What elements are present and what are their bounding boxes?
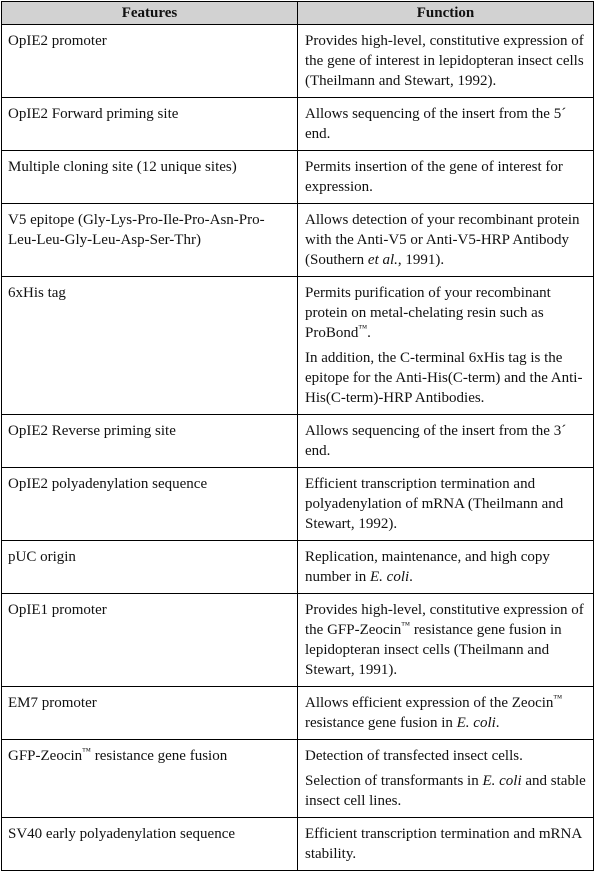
function-text: Allows sequencing of the insert from the 5´ end. [305,106,567,142]
function-text: Allows sequencing of the insert from the 3´ end. [305,423,567,459]
table-row [2,541,594,594]
header-features: Features [2,2,298,25]
function-text: Efficient transcription termination and mRNA stability. [305,826,582,862]
function-cell [298,468,594,541]
table-row [2,594,594,687]
function-text: Permits purification of your recombinant protein on metal-chelating resin such as ProBond™. [305,285,551,341]
function-cell [298,151,594,204]
function-cell [298,277,594,415]
function-cell [298,687,594,740]
header-function: Function [298,2,594,25]
features-table [1,1,594,871]
function-cell [298,740,594,818]
table-row [2,25,594,98]
function-text: Efficient transcription termination and polyadenylation of mRNA (Theilmann and Stewart, 1992). [305,476,564,532]
function-cell [298,541,594,594]
table-row [2,740,594,818]
feature-cell: SV40 early polyadenylation sequence [2,818,298,871]
feature-cell: 6xHis tag [2,277,298,415]
function-cell [298,594,594,687]
table-row [2,277,594,415]
table-row [2,415,594,468]
feature-cell: pUC origin [2,541,298,594]
feature-cell: OpIE2 Forward priming site [2,98,298,151]
function-cell [298,818,594,871]
function-cell [298,204,594,277]
function-text: Allows efficient expression of the Zeocin™ resistance gene fusion in E. coli. [305,693,563,731]
function-text: Selection of transformants in E. coli and stable insect cell lines. [305,773,586,809]
function-text: Provides high-level, constitutive expression of the GFP-Zeocin™ resistance gene fusion in lepidopteran insect cells (Theilmann and Stewart, 1991). [305,602,584,678]
function-text: Permits insertion of the gene of interest for expression. [305,159,563,195]
table-row [2,98,594,151]
feature-cell: EM7 promoter [2,687,298,740]
feature-cell: GFP-Zeocin™ resistance gene fusion [2,740,298,818]
function-cell [298,98,594,151]
function-text: In addition, the C-terminal 6xHis tag is the epitope for the Anti-His(C-term) and the Anti-His(C-term)-HRP Antibodies. [305,350,583,406]
table-body [2,25,594,871]
feature-cell: OpIE2 Reverse priming site [2,415,298,468]
function-text: Replication, maintenance, and high copy number in E. coli. [305,549,550,585]
table-row [2,468,594,541]
feature-cell: OpIE2 polyadenylation sequence [2,468,298,541]
table-row [2,818,594,871]
feature-cell: OpIE1 promoter [2,594,298,687]
function-cell [298,415,594,468]
function-text: Allows detection of your recombinant protein with the Anti-V5 or Anti-V5-HRP Antibody (Southern et al., 1991). [305,212,580,268]
feature-cell: V5 epitope (Gly-Lys-Pro-Ile-Pro-Asn-Pro-Leu-Leu-Gly-Leu-Asp-Ser-Thr) [2,204,298,277]
function-cell [298,25,594,98]
function-text: Provides high-level, constitutive expression of the gene of interest in lepidopteran insect cells (Theilmann and Stewart, 1992). [305,33,584,89]
feature-cell: OpIE2 promoter [2,25,298,98]
header-row [2,2,594,25]
function-text: Detection of transfected insect cells. [305,748,523,764]
table-row [2,687,594,740]
table-row [2,151,594,204]
feature-cell: Multiple cloning site (12 unique sites) [2,151,298,204]
table-row [2,204,594,277]
